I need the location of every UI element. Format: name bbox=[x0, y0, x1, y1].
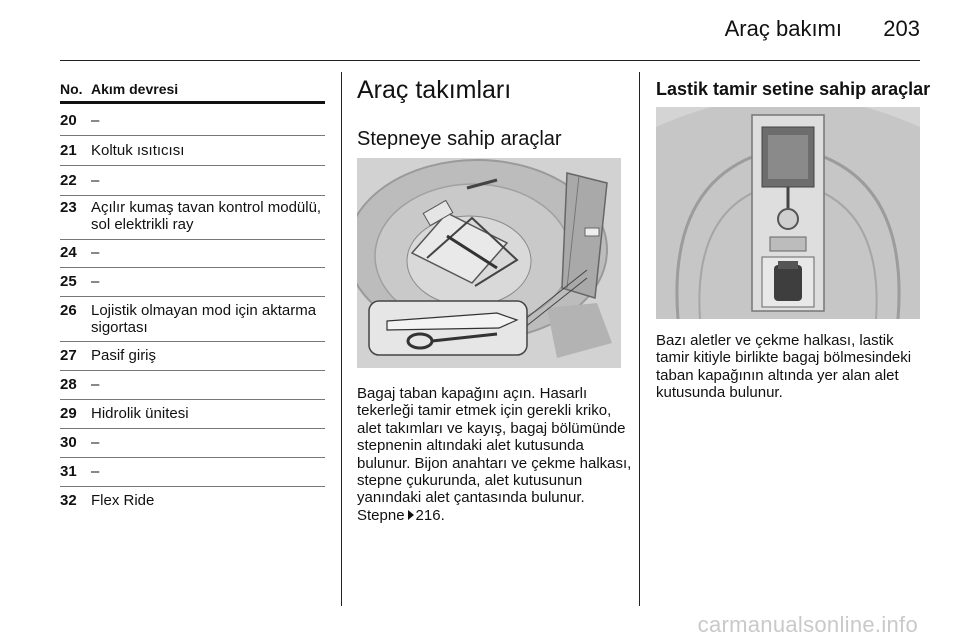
column-header-circuit: Akım devresi bbox=[91, 81, 179, 97]
fuse-number: 28 bbox=[60, 376, 77, 393]
column-divider bbox=[341, 72, 342, 606]
table-header-rule bbox=[60, 101, 325, 104]
fuse-number: 32 bbox=[60, 492, 77, 509]
fuse-number: 25 bbox=[60, 273, 77, 290]
row-divider bbox=[60, 428, 325, 429]
row-divider bbox=[60, 457, 325, 458]
fuse-circuit: Koltuk ısıtıcısı bbox=[91, 142, 185, 159]
fuse-number: 23 bbox=[60, 199, 77, 216]
fuse-circuit: – bbox=[91, 172, 100, 189]
fuse-number: 26 bbox=[60, 302, 77, 319]
fuse-circuit: Flex Ride bbox=[91, 492, 155, 509]
fuse-circuit: Açılır kumaş tavan kontrol modülü, sol elektrikli ray bbox=[91, 199, 322, 233]
row-divider bbox=[60, 486, 325, 487]
spare-wheel-text-body: Bagaj taban kapağını açın. Hasarlı tekerleği tamir etmek için gerekli kriko, alet takımları ve kayış, bagaj bölümünde stepnenin altındaki alet kutusunda bulunur. Bijon anahtarı ve çekme halkası, stepne çukurunda, alet kutusunun yanındaki alet çantasında bulunur. Stepne bbox=[357, 385, 632, 524]
fuse-circuit: Lojistik olmayan mod için aktarma sigortası bbox=[91, 302, 317, 336]
column-header-no: No. bbox=[60, 81, 83, 97]
fuse-circuit: – bbox=[91, 434, 100, 451]
fuse-number: 21 bbox=[60, 142, 77, 159]
row-divider bbox=[60, 399, 325, 400]
fuse-circuit: Hidrolik ünitesi bbox=[91, 405, 189, 422]
header-divider bbox=[60, 60, 920, 61]
fuse-number: 22 bbox=[60, 172, 77, 189]
row-divider bbox=[60, 296, 325, 297]
spare-wheel-jack-illustration-icon bbox=[357, 158, 621, 368]
fuse-number: 27 bbox=[60, 347, 77, 364]
row-divider bbox=[60, 165, 325, 166]
tyre-repair-kit-illustration-icon bbox=[656, 107, 920, 319]
fuse-number: 31 bbox=[60, 463, 77, 480]
fuse-number: 20 bbox=[60, 112, 77, 129]
row-divider bbox=[60, 135, 325, 136]
row-divider bbox=[60, 370, 325, 371]
row-divider bbox=[60, 341, 325, 342]
fuse-circuit: – bbox=[91, 376, 100, 393]
fuse-circuit: – bbox=[91, 273, 100, 290]
fuse-number: 30 bbox=[60, 434, 77, 451]
column-divider bbox=[639, 72, 640, 606]
fuse-circuit: – bbox=[91, 463, 100, 480]
fuse-circuit: Pasif giriş bbox=[91, 347, 157, 364]
section-title: Araç bakımı bbox=[724, 16, 842, 41]
fuse-number: 24 bbox=[60, 244, 77, 261]
page-number: 203 bbox=[883, 16, 920, 41]
row-divider bbox=[60, 239, 325, 240]
spare-wheel-text bbox=[357, 385, 632, 524]
page-reference: 216. bbox=[415, 506, 445, 524]
row-divider bbox=[60, 195, 325, 196]
page-reference-icon bbox=[408, 510, 414, 520]
repair-kit-text: Bazı aletler ve çekme halkası, lastik tamir kitiyle birlikte bagaj bölmesindeki taban kapağının altında yer alan alet kutusunda bulunur. bbox=[656, 332, 912, 402]
fuse-circuit: – bbox=[91, 112, 100, 129]
fuse-number: 29 bbox=[60, 405, 77, 422]
fuse-circuit: – bbox=[91, 244, 100, 261]
spare-wheel-subtitle: Stepneye sahip araçlar bbox=[357, 128, 562, 150]
repair-kit-subtitle: Lastik tamir setine sahip araçlar bbox=[656, 79, 931, 99]
watermark: carmanualsonline.info bbox=[697, 612, 918, 637]
tools-title: Araç takımları bbox=[357, 76, 512, 104]
row-divider bbox=[60, 267, 325, 268]
